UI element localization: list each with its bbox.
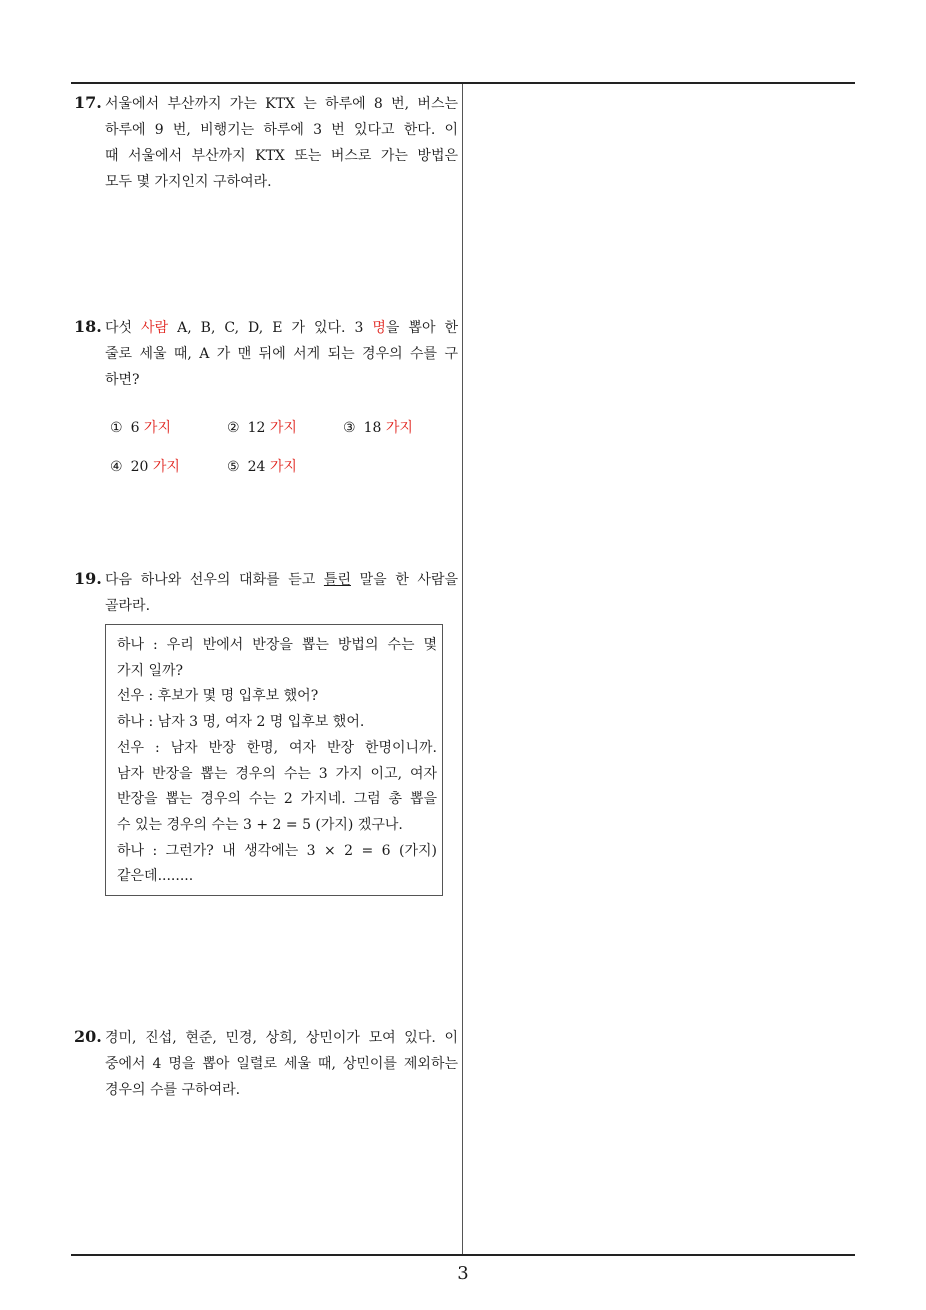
question-number: 20.: [74, 1027, 102, 1046]
question-20: [74, 1024, 458, 1103]
column-divider: [462, 84, 463, 1255]
choice-marker: ①: [110, 420, 123, 436]
highlight-text: 명: [372, 320, 386, 336]
dialog-line: 수 있는 경우의 수는 3 + 2 = 5 (가지) 겠구나.: [117, 816, 403, 833]
question-line: 골라라.: [105, 598, 151, 614]
dialog-line: 같은데........: [117, 868, 194, 885]
choice-4[interactable]: ④ 20 가지: [110, 459, 180, 475]
highlight-text: 사람: [141, 320, 169, 336]
question-line: 줄로 세울 때, A 가 맨 뒤에 서게 되는 경우의 수를 구: [105, 346, 458, 362]
dialog-line: 하나 : 우리 반에서 반장을 뽑는 방법의 수는 몇: [117, 637, 437, 653]
choice-3[interactable]: ③ 18 가지: [343, 420, 413, 436]
dialog-text: [117, 633, 437, 890]
question-18: [74, 314, 458, 393]
question-line: 때 서울에서 부산까지 KTX 또는 버스로 가는 방법은: [105, 148, 458, 164]
question-line: 중에서 4 명을 뽑아 일렬로 세울 때, 상민이를 제외하는: [105, 1056, 458, 1072]
question-19: [74, 566, 458, 619]
question-line: 17. 서울에서 부산까지 가는 KTX 는 하루에 8 번, 버스는: [74, 90, 458, 117]
question-line: 18. 다섯 사람 A, B, C, D, E 가 있다. 3 명을 뽑아 한: [74, 314, 458, 341]
underlined-text: 틀린: [323, 572, 351, 588]
page-number: 3: [457, 1263, 469, 1284]
dialog-line: 남자 반장을 뽑는 경우의 수는 3 가지 이고, 여자: [117, 765, 437, 782]
dialog-line: 선우 : 후보가 몇 명 입후보 했어?: [117, 688, 319, 705]
question-number: 19.: [74, 569, 102, 588]
choice-marker: ④: [110, 459, 123, 475]
choice-1[interactable]: ① 6 가지: [110, 420, 171, 436]
question-line: 20. 경미, 진섭, 현준, 민경, 상희, 상민이가 모여 있다. 이: [74, 1024, 458, 1051]
question-17: [74, 90, 458, 195]
dialog-line: 하나 : 남자 3 명, 여자 2 명 입후보 했어.: [117, 714, 365, 731]
question-line: 경우의 수를 구하여라.: [105, 1082, 241, 1098]
bottom-rule: [71, 1254, 855, 1256]
question-line: 하루에 9 번, 비행기는 하루에 3 번 있다고 한다. 이: [105, 122, 458, 138]
dialog-line: 가지 일까?: [117, 662, 184, 679]
choice-2[interactable]: ② 12 가지: [227, 420, 297, 436]
top-rule: [71, 82, 855, 84]
dialog-line: 반장을 뽑는 경우의 수는 2 가지네. 그럼 총 뽑을: [117, 791, 437, 808]
question-line: 하면?: [105, 372, 140, 388]
choice-5[interactable]: ⑤ 24 가지: [227, 459, 297, 475]
dialog-line: 선우 : 남자 반장 한명, 여자 반장 한명이니까.: [117, 739, 437, 756]
choice-marker: ②: [227, 420, 240, 436]
dialog-line: 하나 : 그런가? 내 생각에는 3 × 2 = 6 (가지): [117, 842, 437, 859]
question-number: 18.: [74, 317, 102, 336]
question-line: 19. 다음 하나와 선우의 대화를 듣고 틀린 말을 한 사람을: [74, 566, 458, 593]
choice-marker: ③: [343, 420, 356, 436]
question-line: 모두 몇 가지인지 구하여라.: [105, 174, 272, 190]
choice-marker: ⑤: [227, 459, 240, 475]
question-number: 17.: [74, 93, 102, 112]
